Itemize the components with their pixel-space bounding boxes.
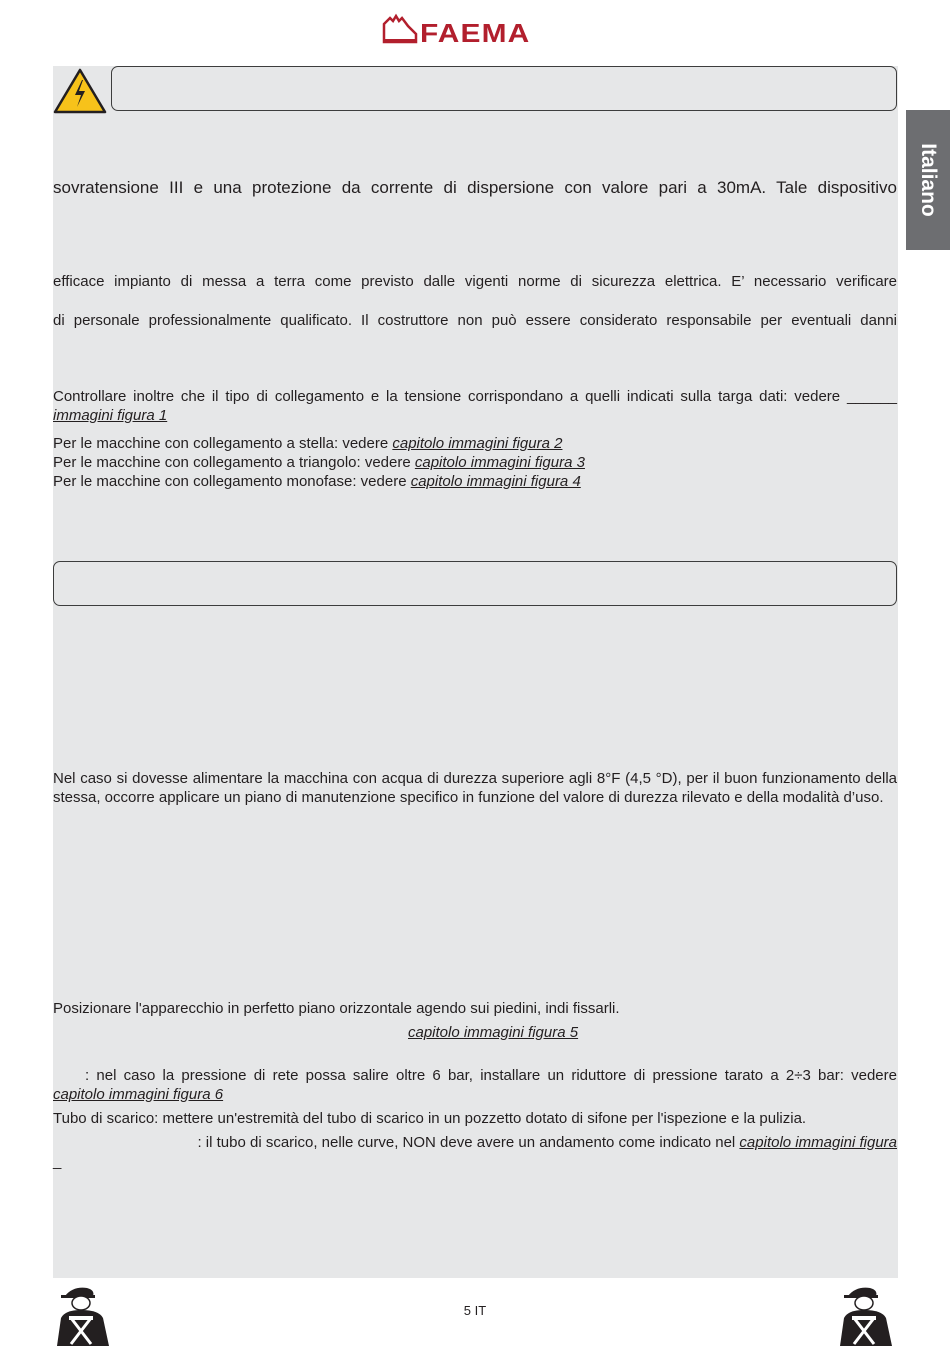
- triangle-connection-text: Per le macchine con collegamento a triangolo: vedere: [53, 454, 415, 471]
- triangle-connection-line: [53, 453, 897, 472]
- language-tab: [906, 110, 950, 250]
- faema-logo: [380, 12, 570, 48]
- figure-4-link[interactable]: capitolo immagini figura 4: [410, 473, 581, 490]
- grounding-line: efficace impianto di messa a terra come previsto dalle vigenti norme di sicurezza elettrica. E’ necessario verificare: [53, 273, 897, 290]
- qualified-staff-line: di personale professionalmente qualificato. Il costruttore non può essere considerato responsabile per eventuali danni: [53, 312, 897, 329]
- technician-icon: [53, 1284, 113, 1346]
- water-hardness-paragraph: Nel caso si dovesse alimentare la macchina con acqua di durezza superiore agli 8°F (4,5 °D), per il buon funzionamento della stessa, occorre applicare un piano di manutenzione specifico in funzione del valore di durezza rilevato e della modalità d’uso.: [53, 770, 897, 806]
- figure-7-link[interactable]: capitolo immagini figura: [739, 1134, 897, 1151]
- electrical-hazard-icon: [53, 68, 107, 114]
- star-connection-text: Per le macchine con collegamento a stella: vedere: [53, 435, 393, 452]
- figure-6-link[interactable]: capitolo immagini figura 6: [53, 1086, 224, 1103]
- language-tab-label: Italiano: [917, 143, 940, 217]
- drain-note-tail: _: [53, 1153, 62, 1170]
- figure-1-link[interactable]: immagini figura 1: [53, 407, 168, 424]
- faema-logo-mark: [380, 12, 420, 48]
- connection-check-line: Controllare inoltre che il tipo di collegamento e la tensione corrispondano a quelli indicati sulla targa dati: vedere ______: [53, 388, 897, 405]
- mono-connection-text: Per le macchine con collegamento monofase: vedere: [53, 473, 411, 490]
- pressure-paragraph: [53, 1066, 897, 1104]
- drain-line: Tubo di scarico: mettere un'estremità del tubo di scarico in un pozzetto dotato di sifone per l'ispezione e la pulizia.: [53, 1110, 807, 1127]
- drain-note-paragraph: [53, 1133, 897, 1171]
- technician-icon-right: [836, 1284, 896, 1346]
- surge-protection-line: sovratensione III e una protezione da corrente di dispersione con valore pari a 30mA. Tale dispositivo: [53, 178, 897, 197]
- figure-5-link-line: [408, 1023, 578, 1042]
- section-heading-box-electrical: [111, 66, 897, 111]
- mono-connection-line: [53, 472, 897, 491]
- page-number: 5 IT: [463, 1303, 487, 1318]
- drain-note-text: : il tubo di scarico, nelle curve, NON deve avere un andamento come indicato nel: [197, 1134, 740, 1151]
- figure-3-link[interactable]: capitolo immagini figura 3: [414, 454, 585, 471]
- connection-types-list: [53, 434, 897, 491]
- star-connection-line: [53, 434, 897, 453]
- figure-2-link[interactable]: capitolo immagini figura 2: [392, 435, 563, 452]
- section-heading-box-water: [53, 561, 897, 606]
- leveling-line: Posizionare l'apparecchio in perfetto piano orizzontale agendo sui piedini, indi fissarli.: [53, 1000, 620, 1017]
- connection-check-paragraph: [53, 387, 897, 425]
- logo-text: FAEMA: [420, 18, 531, 48]
- figure-5-link[interactable]: capitolo immagini figura 5: [408, 1024, 579, 1041]
- pressure-line: : nel caso la pressione di rete possa salire oltre 6 bar, installare un riduttore di pressione tarato a 2÷3 bar: vedere: [85, 1067, 897, 1084]
- drain-note-line: [53, 1133, 897, 1152]
